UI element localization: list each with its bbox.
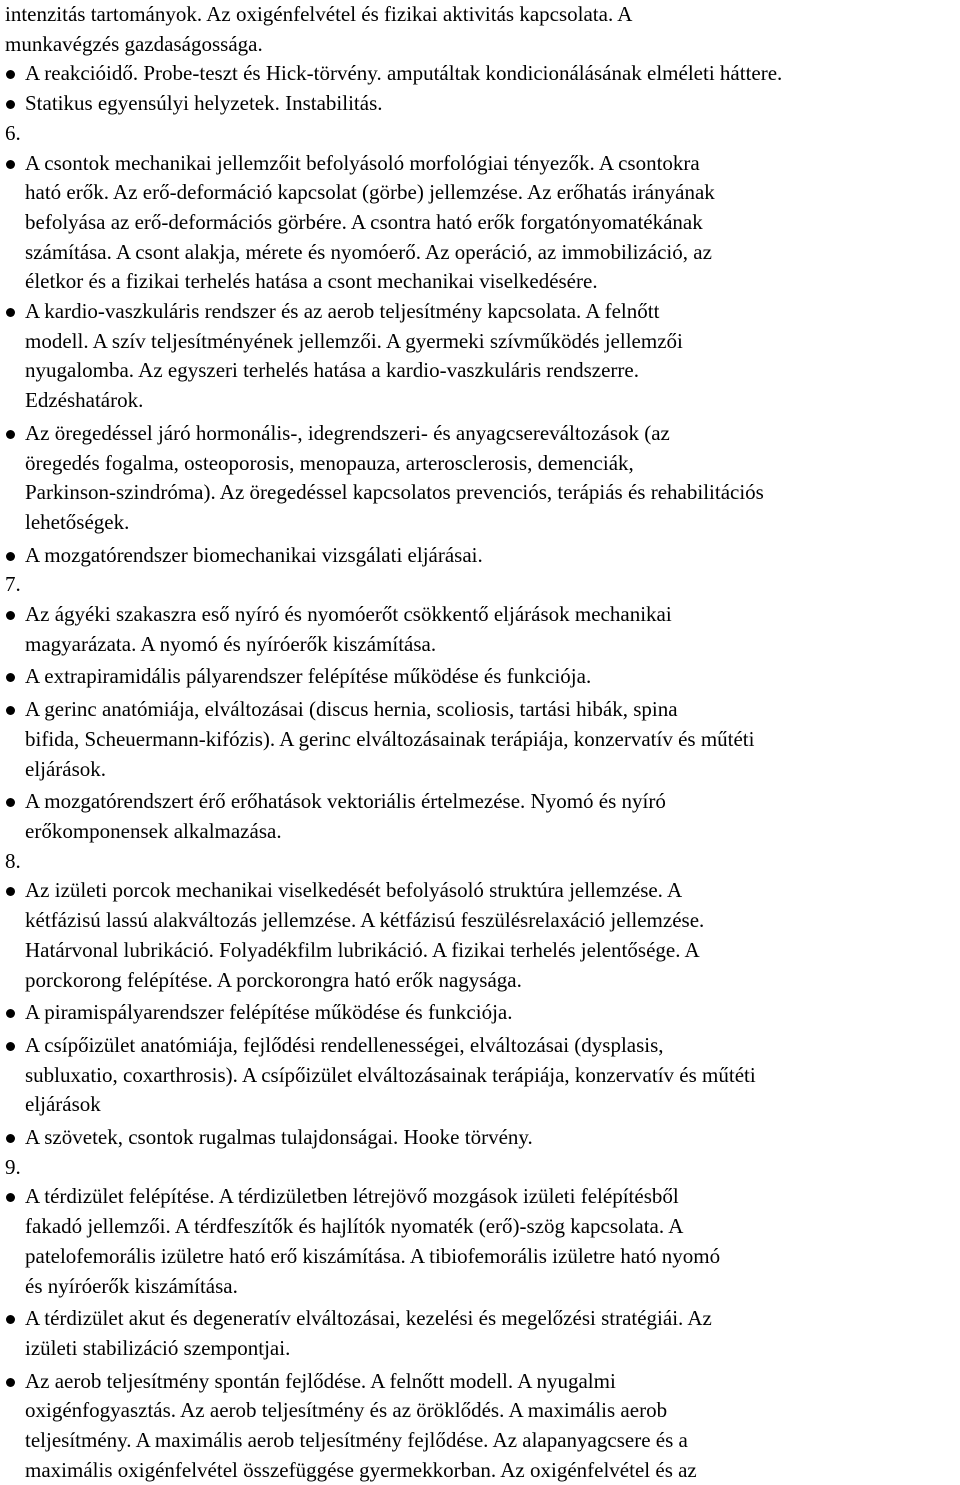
bullet-icon bbox=[5, 998, 25, 1028]
list-item-text: Az aerob teljesítmény spontán fejlődése. A felnőtt modell. A nyugalmi oxigénfogyasztás. Az aerob teljesítmény és az öröklődés. A maximális aerob teljesítmény. A maximális aerob teljesítmény fejlődése. Az alapanyagcsere és a maximális oxigénfelvétel összefüggése gyermekkorban. Az oxigénfelvétel és az bbox=[25, 1368, 697, 1482]
bullet-icon bbox=[5, 89, 25, 119]
list-item-text: A mozgatórendszert érő erőhatások vektoriális értelmezése. Nyomó és nyíró erőkomponensek alkalmazása. bbox=[25, 789, 666, 843]
list-item-text: A csontok mechanikai jellemzőit befolyásoló morfológiai tényezők. A csontokra ható erők. Az erő-deformáció kapcsolat (görbe) jellemzése. Az erőhatás irányának befolyása az erő-deformációs görbére. A csontra ható erők forgatónyomatékának számítása. A csont alakja, mérete és nyomóerő. Az operáció, az immobilizáció, az életkor és a fizikai terhelés hatása a csont mechanikai viselkedésére. bbox=[25, 150, 715, 294]
list-item-text: A szövetek, csontok rugalmas tulajdonságai. Hooke törvény. bbox=[25, 1125, 533, 1150]
bullet-icon bbox=[5, 1304, 25, 1334]
list-item-text: Statikus egyensúlyi helyzetek. Instabilitás. bbox=[25, 91, 383, 116]
list-item bbox=[5, 297, 955, 416]
list-item bbox=[5, 89, 955, 119]
list-item bbox=[5, 600, 955, 659]
list-item bbox=[5, 1304, 955, 1363]
list-item-text: A gerinc anatómiája, elváltozásai (discus hernia, scoliosis, tartási hibák, spina bifida, Scheuermann-kifózis). A gerinc elváltozásainak terápiája, konzervatív és műtéti eljárások. bbox=[25, 697, 755, 781]
section-number: 7. bbox=[5, 572, 21, 597]
bullet-icon bbox=[5, 600, 25, 630]
list-item bbox=[5, 59, 955, 89]
bullet-icon bbox=[5, 541, 25, 571]
list-item-text: Az öregedéssel járó hormonális-, idegrendszeri- és anyagcsereváltozások (az öregedés fogalma, osteoporosis, menopauza, arterosclerosis, demenciák, Parkinson-szindróma). Az öregedéssel kapcsolatos prevenciós, terápiás és rehabilitációs lehetőségek. bbox=[25, 420, 764, 534]
list-item bbox=[5, 876, 955, 995]
document-page bbox=[5, 0, 955, 1485]
bullet-icon bbox=[5, 59, 25, 89]
bullet-icon bbox=[5, 1367, 25, 1397]
bullet-icon bbox=[5, 876, 25, 906]
bullet-icon bbox=[5, 1123, 25, 1153]
list-item bbox=[5, 149, 955, 298]
list-item-text: A reakcióidő. Probe-teszt és Hick-törvény. amputáltak kondicionálásának elméleti háttere. bbox=[25, 61, 783, 86]
list-item bbox=[5, 1367, 955, 1485]
list-item bbox=[5, 998, 955, 1028]
bullet-icon bbox=[5, 149, 25, 179]
list-item-text: Az ágyéki szakaszra eső nyíró és nyomóerőt csökkentő eljárások mechanikai magyarázata. A nyomó és nyíróerők kiszámítása. bbox=[25, 602, 672, 656]
list-item bbox=[5, 419, 955, 538]
section-number: 6. bbox=[5, 120, 21, 145]
list-item bbox=[5, 1182, 955, 1301]
list-item bbox=[5, 787, 955, 846]
bullet-icon bbox=[5, 1031, 25, 1061]
list-item bbox=[5, 1031, 955, 1120]
list-item bbox=[5, 662, 955, 692]
list-item-text: A piramispályarendszer felépítése működése és funkciója. bbox=[25, 1000, 513, 1025]
continuation-text: intenzitás tartományok. Az oxigénfelvétel és fizikai aktivitás kapcsolata. A munkavégzés gazdaságossága. bbox=[5, 2, 633, 56]
list-item bbox=[5, 695, 955, 784]
list-item bbox=[5, 1123, 955, 1153]
bullet-icon bbox=[5, 695, 25, 725]
list-item-text: A mozgatórendszer biomechanikai vizsgálati eljárásai. bbox=[25, 542, 483, 567]
list-item-text: A extrapiramidális pályarendszer felépítése működése és funkciója. bbox=[25, 664, 592, 689]
list-item bbox=[5, 541, 955, 571]
bullet-icon bbox=[5, 662, 25, 692]
bullet-icon bbox=[5, 787, 25, 817]
list-item-text: A térdizület felépítése. A térdizületben létrejövő mozgások izületi felépítésből fakadó jellemzői. A térdfeszítők és hajlítók nyomaték (erő)-szög kapcsolata. A patelofemorális izületre ható erő kiszámítása. A tibiofemorális izületre ható nyomó és nyíróerők kiszámítása. bbox=[25, 1184, 721, 1298]
section-number: 8. bbox=[5, 848, 21, 873]
list-item-text: Az izületi porcok mechanikai viselkedését befolyásoló struktúra jellemzése. A kétfázisú lassú alakváltozás jellemzése. A kétfázisú feszülésrelaxáció jellemzése. Határvonal lubrikáció. Folyadékfilm lubrikáció. A fizikai terhelés jelentősége. A porckorong felépítése. A porckorongra ható erők nagysága. bbox=[25, 878, 705, 992]
list-item-text: A térdizület akut és degeneratív elváltozásai, kezelési és megelőzési stratégiái. Az izületi stabilizáció szempontjai. bbox=[25, 1306, 712, 1360]
bullet-icon bbox=[5, 297, 25, 327]
bullet-icon bbox=[5, 1182, 25, 1212]
list-item-text: A kardio-vaszkuláris rendszer és az aerob teljesítmény kapcsolata. A felnőtt modell. A szív teljesítményének jellemzői. A gyermeki szívműködés jellemzői nyugalomba. Az egyszeri terhelés hatása a kardio-vaszkuláris rendszerre. Edzéshatárok. bbox=[25, 299, 683, 413]
bullet-icon bbox=[5, 419, 25, 449]
list-item-text: A csípőizület anatómiája, fejlődési rendellenességei, elváltozásai (dysplasis, subluxatio, coxarthrosis). A csípőizület elváltozásainak terápiája, konzervatív és műtéti eljárások bbox=[25, 1032, 756, 1117]
section-number: 9. bbox=[5, 1154, 21, 1179]
